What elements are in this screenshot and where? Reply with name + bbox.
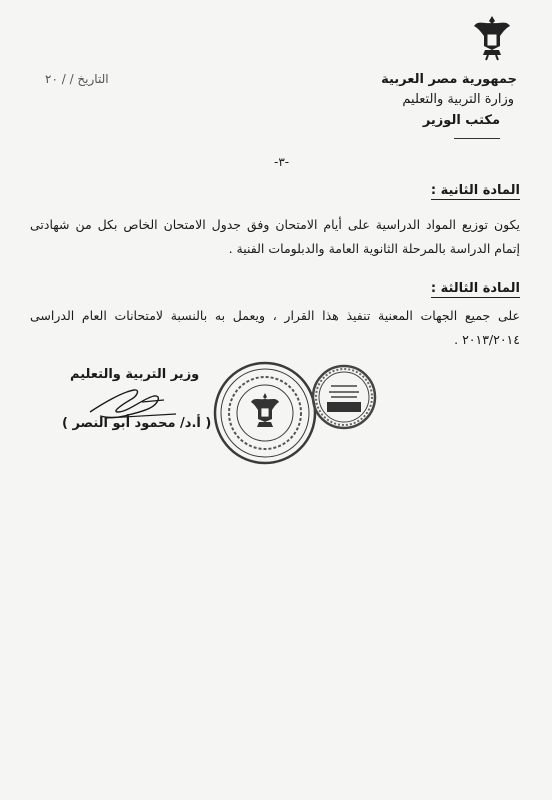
page-number: -٣- [274,155,290,169]
egypt-eagle-emblem-icon [472,14,512,62]
article-2-text: يكون توزيع المواد الدراسية على أيام الامتحان وفق جدول الامتحان الخاص بكل من شهادتى إتمام الدراسة بالمرحلة الثانوية العامة والدبلومات الفنية . [30,217,520,256]
minister-name: ( أ.د/ محمود أبو النصر ) [62,416,212,431]
header-divider [454,138,500,139]
minister-title: وزير التربية والتعليم [70,367,200,382]
article-3-text: على جميع الجهات المعنية تنفيذ هذا القرار ، ويعمل به بالنسبة لامتحانات العام الدراسى ٢٠١٣/٢٠١٤ . [30,308,520,347]
ministry-name: وزارة التربية والتعليم [402,92,514,107]
office-name: مكتب الوزير [422,113,500,128]
ministry-round-seal-icon [213,361,317,465]
article-2-title: المادة الثانية : [430,183,520,198]
date-field: التاريخ / / ٢٠ [45,72,109,86]
round-stamp-icon [311,364,377,430]
article-3-title: المادة الثالثة : [430,281,520,296]
country-name: جمهورية مصر العربية [381,72,517,87]
